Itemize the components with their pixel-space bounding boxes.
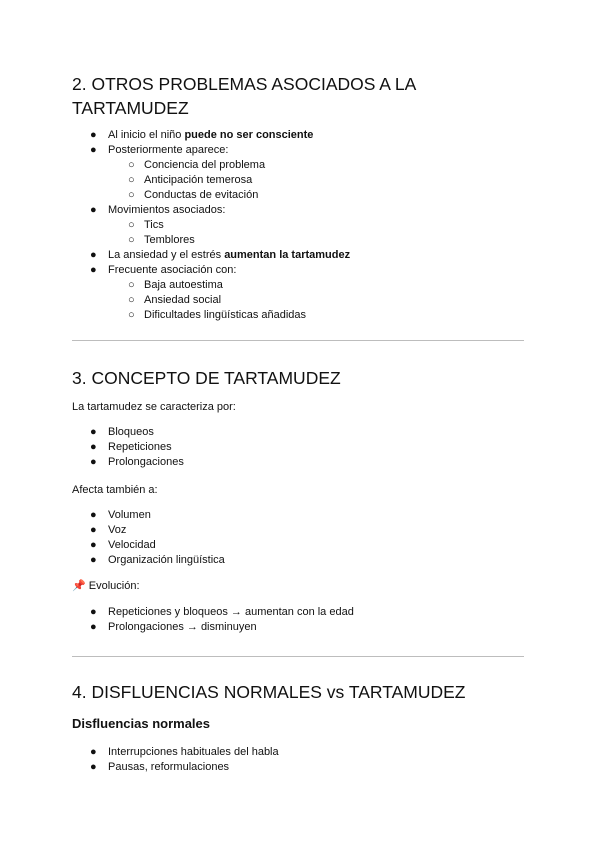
pushpin-icon: 📌 [72, 580, 86, 592]
list-subitem [72, 233, 350, 248]
section-3-intro-2: Afecta también a: [72, 484, 158, 496]
list-item-text: Prolongaciones → disminuyen [108, 621, 257, 633]
section-3-intro: La tartamudez se caracteriza por: [72, 401, 236, 413]
hollow-bullet-icon: ○ [128, 189, 135, 201]
list-item [72, 523, 225, 538]
list-item [72, 203, 350, 218]
list-subitem [72, 173, 350, 188]
hollow-bullet-icon: ○ [128, 159, 135, 171]
list-item-text: Bloqueos [108, 426, 154, 438]
list-item-text: Organización lingüística [108, 554, 225, 566]
list-item-text: Frecuente asociación con: [108, 264, 237, 276]
list-item-text: Velocidad [108, 539, 156, 551]
list-item-text: Movimientos asociados: [108, 204, 226, 216]
list-subitem [72, 308, 350, 323]
list-item-text: Tics [144, 219, 164, 231]
list-item-text: Voz [108, 524, 127, 536]
bullet-icon: ● [90, 441, 97, 453]
bullet-icon: ● [90, 426, 97, 438]
list-item-text: Prolongaciones [108, 456, 184, 468]
section-3-list-1 [72, 425, 184, 470]
list-item [72, 440, 184, 455]
list-item [72, 508, 225, 523]
list-item-text: Dificultades lingüísticas añadidas [144, 309, 307, 321]
list-subitem [72, 188, 350, 203]
list-subitem [72, 158, 350, 173]
section-4-title: 4. DISFLUENCIAS NORMALES vs TARTAMUDEZ [72, 682, 466, 702]
hollow-bullet-icon: ○ [128, 174, 135, 186]
list-item-text: La ansiedad y el estrés [108, 249, 225, 261]
list-item-text: Pausas, reformulaciones [108, 761, 230, 773]
section-divider [72, 656, 524, 657]
bullet-icon: ● [90, 129, 97, 141]
list-item-text: Ansiedad social [144, 294, 222, 306]
hollow-bullet-icon: ○ [128, 234, 135, 246]
hollow-bullet-icon: ○ [128, 294, 135, 306]
bullet-icon: ● [90, 746, 97, 758]
list-item-text: Baja autoestima [144, 279, 223, 291]
list-item [72, 455, 184, 470]
list-item-bold-text: puede no ser consciente [184, 129, 314, 141]
bullet-icon: ● [90, 554, 97, 566]
hollow-bullet-icon: ○ [128, 279, 135, 291]
list-item-text: Volumen [108, 509, 151, 521]
list-item [72, 248, 350, 263]
list-subitem [72, 293, 350, 308]
list-item [72, 745, 279, 760]
list-item-text: Interrupciones habituales del habla [108, 746, 279, 758]
list-item [72, 538, 225, 553]
section-2-title [72, 72, 416, 120]
bullet-icon: ● [90, 539, 97, 551]
bullet-icon: ● [90, 249, 97, 261]
bullet-icon: ● [90, 144, 97, 156]
list-item-text: Conciencia del problema [144, 159, 266, 171]
bullet-icon: ● [90, 606, 97, 618]
list-item-text: Anticipación temerosa [144, 174, 253, 186]
list-item-text: Repeticiones y bloqueos → aumentan con la edad [108, 606, 354, 618]
list-item [72, 605, 354, 620]
list-item [72, 553, 225, 568]
hollow-bullet-icon: ○ [128, 309, 135, 321]
list-item-text: Al inicio el niño [108, 129, 185, 141]
bullet-icon: ● [90, 509, 97, 521]
bullet-icon: ● [90, 761, 97, 773]
list-item [72, 425, 184, 440]
section-3-title: 3. CONCEPTO DE TARTAMUDEZ [72, 368, 341, 388]
list-item-text: Temblores [144, 234, 195, 246]
list-item-text: Conductas de evitación [144, 189, 259, 201]
list-item [72, 143, 350, 158]
bullet-icon: ● [90, 524, 97, 536]
section-2-list [72, 128, 350, 323]
bullet-icon: ● [90, 204, 97, 216]
section-2-title-line2: TARTAMUDEZ [72, 98, 189, 118]
list-item [72, 128, 350, 143]
list-subitem [72, 218, 350, 233]
bullet-icon: ● [90, 621, 97, 633]
hollow-bullet-icon: ○ [128, 219, 135, 231]
list-item-text: Posteriormente aparece: [108, 144, 229, 156]
section-divider [72, 340, 524, 341]
list-item-bold-text: aumentan la tartamudez [224, 249, 351, 261]
section-2-title-line1: 2. OTROS PROBLEMAS ASOCIADOS A LA [72, 74, 417, 94]
evolucion-label [72, 579, 140, 593]
section-4-subtitle: Disfluencias normales [72, 716, 210, 731]
list-item [72, 620, 354, 635]
list-item [72, 263, 350, 278]
list-item-text: Repeticiones [108, 441, 172, 453]
list-item [72, 760, 279, 775]
list-subitem [72, 278, 350, 293]
bullet-icon: ● [90, 264, 97, 276]
bullet-icon: ● [90, 456, 97, 468]
evolucion-text: Evolución: [88, 580, 140, 592]
section-3-list-2 [72, 508, 225, 568]
section-4-list [72, 745, 279, 775]
section-3-list-3 [72, 605, 354, 635]
